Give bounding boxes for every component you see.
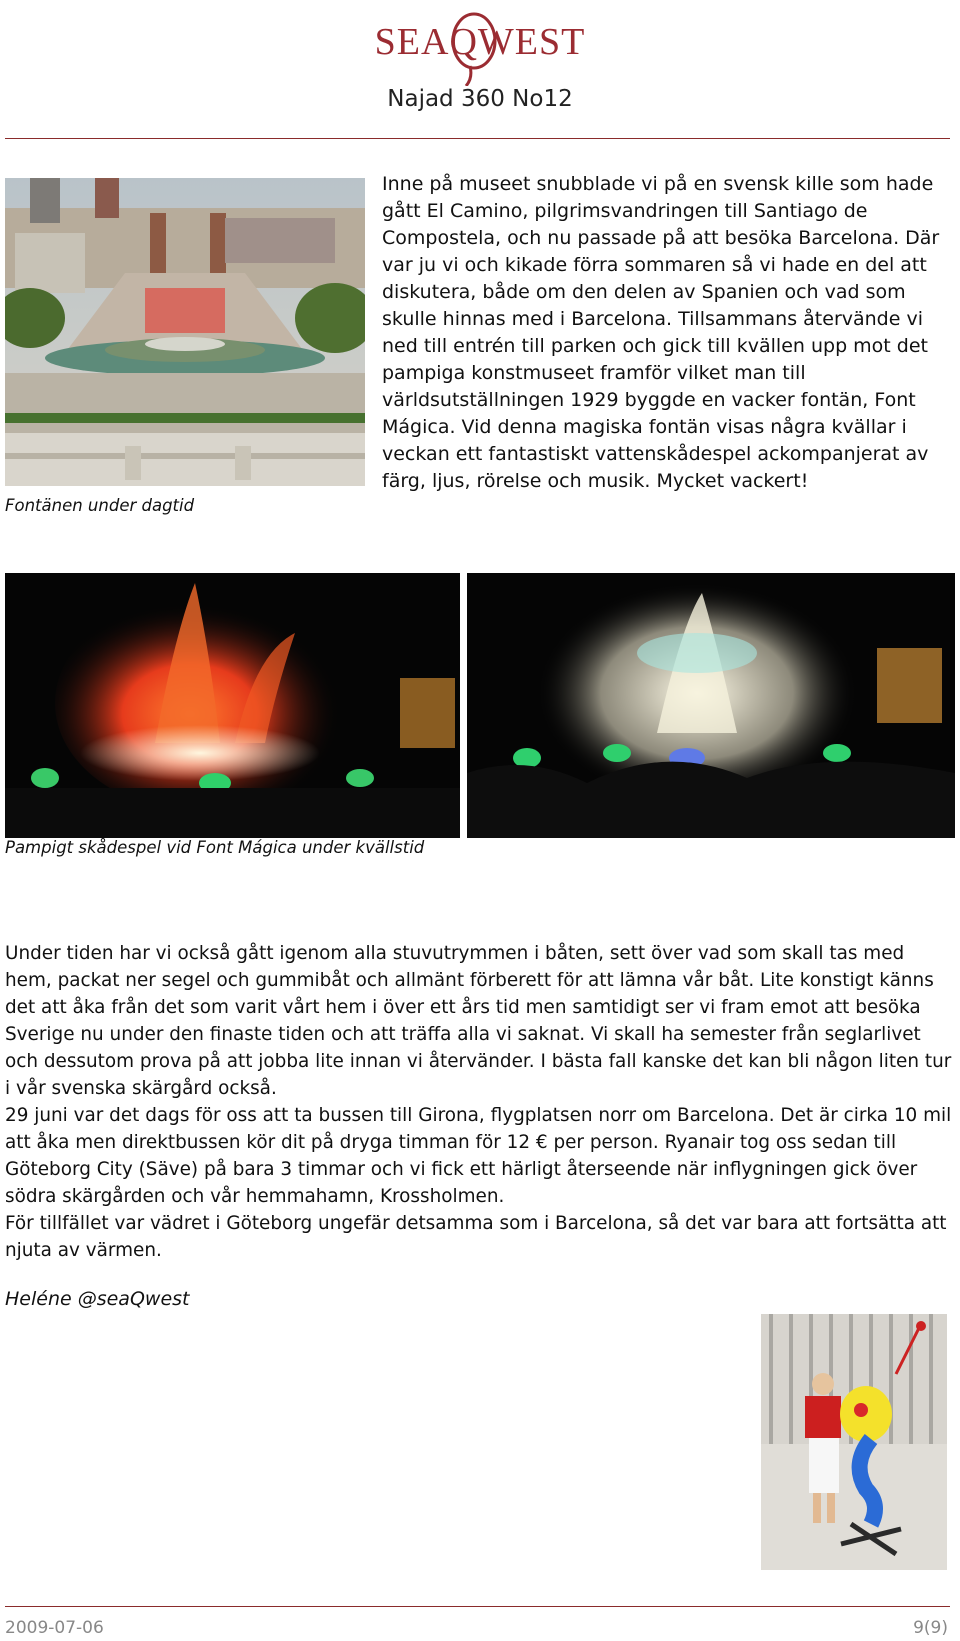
portrait-sculpture-photo: [761, 1314, 947, 1570]
seaqwest-logo-graphic: [360, 8, 600, 86]
footer-page-number: 9(9): [913, 1618, 948, 1638]
body-paragraph: 29 juni var det dags för oss att ta bussen till Girona, flygplatsen norr om Barcelona. Det är cirka 10 mil att åka men direktbussen kör dit på dryga timman för 12 € per person. Ryanair tog oss sedan till Göteborg City (Säve) på bara 3 timmar och vi fick ett härligt återseende när inflygningen gick över södra skärgården och vår hemmahamn, Krossholmen.: [5, 1105, 952, 1207]
intro-paragraph: Inne på museet snubblade vi på en svensk kille som hade gått El Camino, pilgrimsvandringen till Santiago de Compostela, och nu passade på att besöka Barcelona. Där var ju vi och kikade förra sommaren så vi hade en del att diskutera, både om den delen av Spanien och vad som skulle hinnas med i Barcelona. Tillsammans återvände vi ned till entrén till parken och gick till kvällen upp mot det pampiga konstmuseet framför vilket man till världsutställningen 1929 byggde en vacker fontän, Font Mágica. Vid denna magiska fontän visas några kvällar i veckan ett fantastiskt vattenskådespel ackompanjerat av färg, ljus, rörelse och musik. Mycket vackert!: [382, 173, 940, 492]
header-divider: [5, 138, 950, 139]
seaqwest-logo: [360, 8, 600, 86]
body-paragraph: För tillfället var vädret i Göteborg ungefär detsamma som i Barcelona, så det var bara att fortsätta att njuta av värmen.: [5, 1213, 947, 1261]
fountain-day-photo: [5, 178, 365, 486]
body-paragraph: Under tiden har vi också gått igenom alla stuvutrymmen i båten, sett över vad som skall tas med hem, packat ner segel och gummibåt och allmänt förberett för att lämna vår båt. Lite konstigt känns det att åka från det som varit vårt hem i över ett års tid men samtidigt ser vi fram emot att besöka Sverige nu under den finaste tiden och att träffa alla vi saknat. Vi skall ha semester från seglarlivet och dessutom prova på att jobba lite innan vi återvänder. I bästa fall kanske det kan bli någon liten tur i vår svenska skärgård också.: [5, 943, 952, 1099]
footer-date: 2009-07-06: [5, 1618, 104, 1638]
fountain-night-photo-white: [467, 573, 955, 838]
fountain-night-photo-red: [5, 573, 460, 838]
svg-text:SEAQWEST: SEAQWEST: [374, 21, 586, 63]
photo-day-caption: Fontänen under dagtid: [5, 496, 195, 515]
signature: Heléne @seaQwest: [5, 1288, 190, 1310]
photo-night-caption: Pampigt skådespel vid Font Mágica under kvällstid: [5, 838, 425, 857]
page-title: Najad 360 No12: [387, 86, 573, 112]
footer-divider: [5, 1606, 950, 1607]
body-text: [5, 940, 955, 1264]
